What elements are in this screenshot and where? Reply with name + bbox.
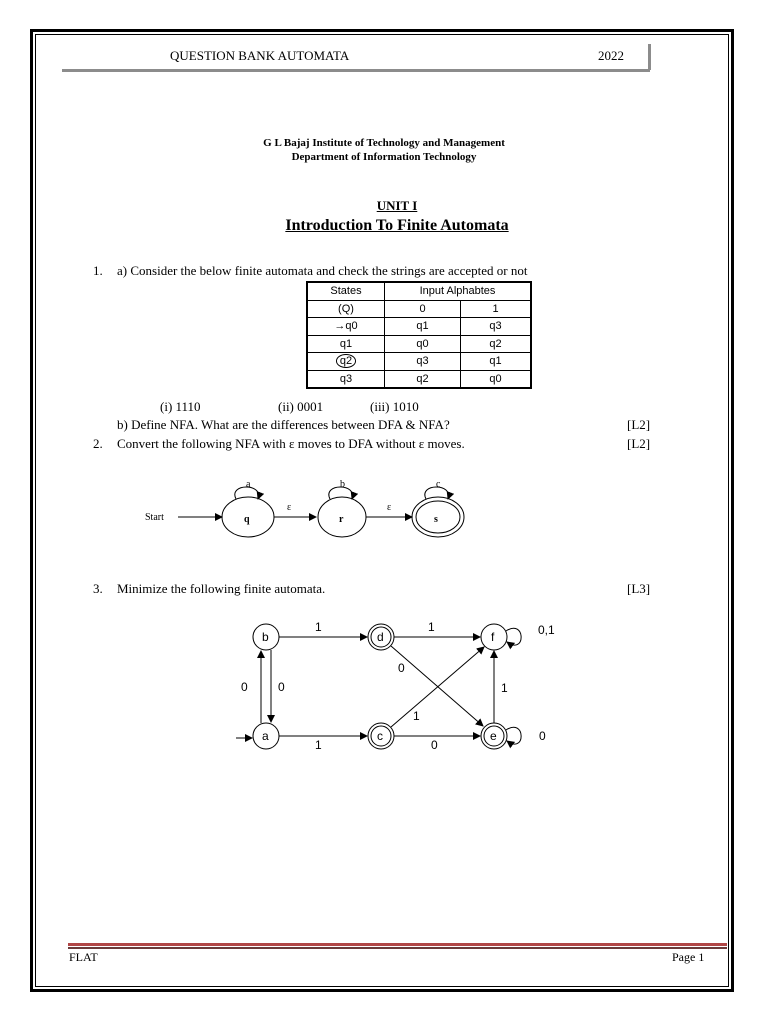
edge-c-f-label: 1 [413,709,420,723]
q3-text: Minimize the following finite automata. [117,581,326,596]
state-s-inner [416,501,460,533]
q1-number: 1. [93,263,103,278]
edge-b-a-label: 0 [278,680,285,694]
final-state-circle: q2 [336,354,356,368]
start-arrow-icon: → [334,320,346,333]
q1-level: [L2] [627,417,651,432]
state-r-label: r [339,514,344,525]
q1-a-text: a) Consider the below finite automata and check the strings are accepted or not [117,263,528,278]
edge-q-r-label: ε [287,502,292,513]
q3-level: [L3] [627,581,651,596]
table-cell: q0 [461,370,532,388]
loop-f [506,628,521,645]
q3-number: 3. [93,581,103,596]
q1-string-1: (i) 1110 [160,399,201,414]
q2-number: 2. [93,436,103,451]
state-c-label: c [377,729,383,743]
start-label: Start [145,512,164,523]
table-cell: q1 [461,353,532,371]
table-cell: q3 [385,353,461,371]
unit-title: Introduction To Finite Automata [285,217,509,234]
state-q-label: q [244,514,250,525]
edge-b-d-label: 1 [315,620,322,634]
q2-text: Convert the following NFA with ε moves to DFA without ε moves. [117,436,465,451]
header-year: 2022 [598,48,624,63]
table-cell: q3 [461,318,532,336]
edge-r-s-label: ε [387,502,392,513]
loop-e-label: 0 [539,729,546,743]
edge-a-b-label: 0 [241,680,248,694]
table-cell-state: q3 [307,370,385,388]
table-header-states: States [307,282,385,300]
state-b-label: b [262,630,269,644]
nfa-diagram [145,479,464,537]
q1-b-text: b) Define NFA. What are the differences between DFA & NFA? [117,417,450,432]
q1-string-3: (iii) 1010 [370,399,419,414]
table-subheader-q: (Q) [307,300,385,318]
q1-string-2: (ii) 0001 [278,399,324,414]
footer-rule-top [68,943,727,946]
edge-a-c-label: 1 [315,738,322,752]
state-label: q0 [345,320,358,333]
unit-number: UNIT I [376,198,418,213]
table-cell: q1 [385,318,461,336]
table-subheader-1: 1 [461,300,532,318]
loop-s-label: c [436,479,441,490]
state-d-label: d [377,630,384,644]
table-cell: q2 [385,370,461,388]
footer-rule-bottom [68,947,727,949]
state-f-label: f [491,630,495,644]
edge-d-e-label: 0 [398,661,405,675]
loop-r-label: b [340,479,345,490]
table-cell: q0 [385,335,461,353]
edge-c-e-label: 0 [431,738,438,752]
edge-d-f-label: 1 [428,620,435,634]
state-s-label: s [434,514,438,525]
institute-name: G L Bajaj Institute of Technology and Management [263,137,505,149]
table-cell: q2 [461,335,532,353]
header-title: QUESTION BANK AUTOMATA [170,48,350,63]
footer-page: Page 1 [672,950,705,964]
loop-q-label: a [246,479,251,490]
state-e-label: e [490,729,497,743]
q2-level: [L2] [627,436,651,451]
dfa-diagram [236,620,555,752]
department-name: Department of Information Technology [291,151,477,163]
edge-d-e [391,646,483,726]
state-s [412,497,464,537]
state-a-label: a [262,729,269,743]
loop-e [506,727,521,744]
table-cell-state: q1 [307,335,385,353]
loop-f-label: 0,1 [538,623,555,637]
table-subheader-0: 0 [385,300,461,318]
table-header-inputs: Input Alphabtes [385,282,532,300]
footer-left: FLAT [69,950,98,964]
edge-e-f-label: 1 [501,681,508,695]
